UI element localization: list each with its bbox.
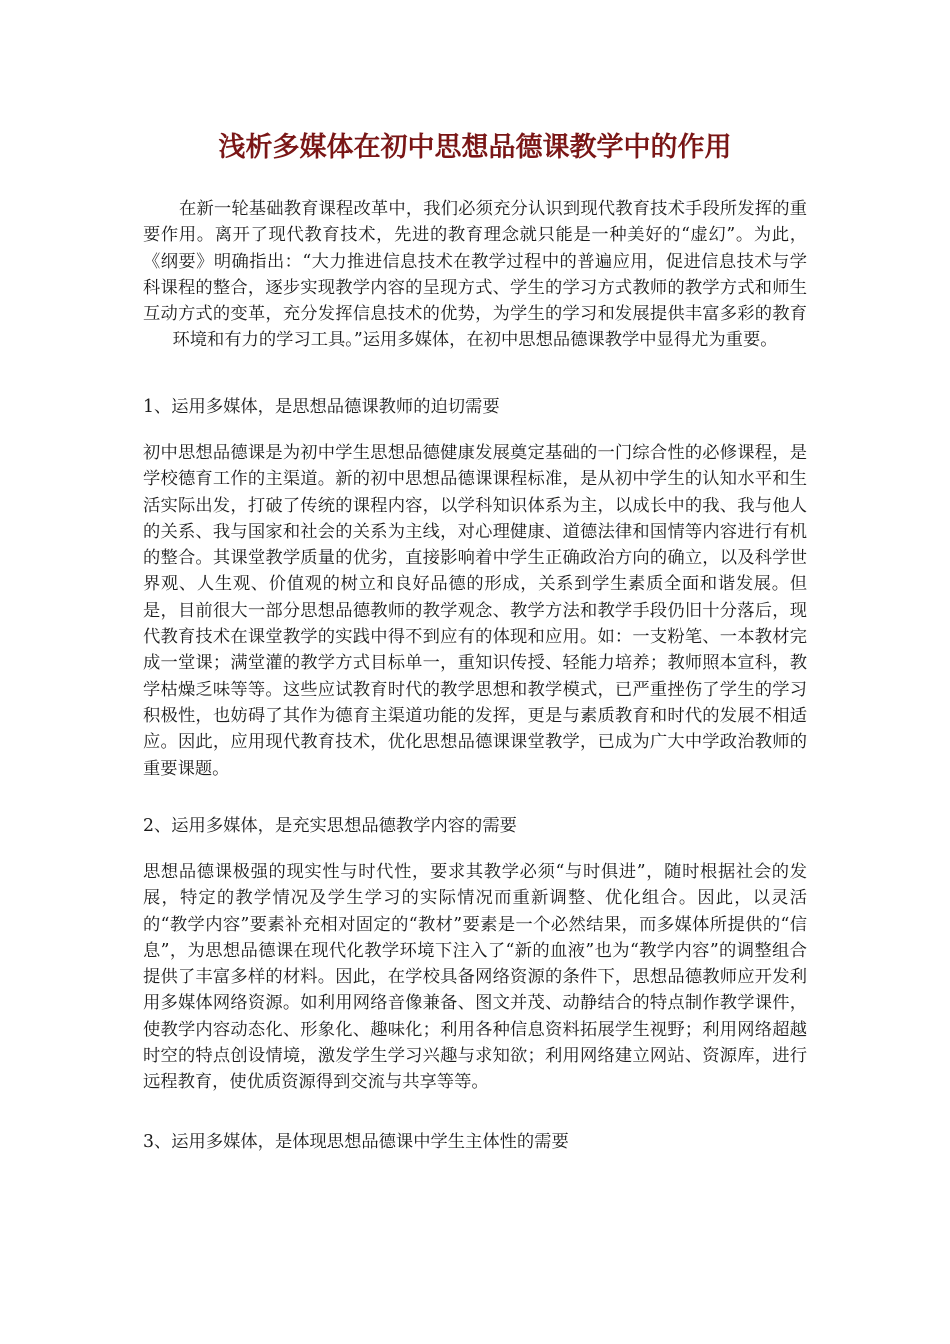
document-title: 浅析多媒体在初中思想品德课教学中的作用 <box>218 132 732 163</box>
intro-paragraph: 在新一轮基础教育课程改革中，我们必须充分认识到现代教育技术手段所发挥的重要作用。离开了现代教育技术，先进的教育理念就只能是一种美好的“虚幻”。为此，《纲要》明确指出：“大力推进信息技术在教学过程中的普遍应用，促进信息技术与学科课程的整合，逐步实现教学内容的呈现方式、学生的学习方式教师的教学方式和师生互动方式的变革，充分发挥信息技术的优势，为学生的学习和发展提供丰富多彩的教育环境和有力的学习工具。”运用多媒体，在初中思想品德课教学中显得尤为重要。 <box>143 199 807 351</box>
section-2-heading: 2、运用多媒体，是充实思想品德教学内容的需要 <box>143 816 517 836</box>
section-3-heading: 3、运用多媒体，是体现思想品德课中学生主体性的需要 <box>143 1132 569 1152</box>
section-2-paragraph: 思想品德课极强的现实性与时代性，要求其教学必须“与时俱进”，随时根据社会的发展，特定的教学情况及学生学习的实际情况而重新调整、优化组合。因此，以灵活的“教学内容”要素补充相对固定的“教材”要素是一个必然结果，而多媒体所提供的“信息”，为思想品德课在现代化教学环境下注入了“新的血液”也为“教学内容”的调整组合提供了丰富多样的材料。因此，在学校具备网络资源的条件下，思想品德教师应开发利用多媒体网络资源。如利用网络音像兼备、图文并茂、动静结合的特点制作教学课件，使教学内容动态化、形象化、趣味化；利用各种信息资料拓展学生视野；利用网络超越时空的特点创设情境，激发学生学习兴趣与求知欲；利用网络建立网站、资源库，进行远程教育，使优质资源得到交流与共享等等。 <box>143 862 807 1093</box>
section-1-paragraph: 初中思想品德课是为初中学生思想品德健康发展奠定基础的一门综合性的必修课程，是学校德育工作的主渠道。新的初中思想品德课课程标准，是从初中学生的认知水平和生活实际出发，打破了传统的课程内容，以学科知识体系为主，以成长中的我、我与他人的关系、我与国家和社会的关系为主线，对心理健康、道德法律和国情等内容进行有机的整合。其课堂教学质量的优劣，直接影响着中学生正确政治方向的确立，以及科学世界观、人生观、价值观的树立和良好品德的形成，关系到学生素质全面和谐发展。但是，目前很大一部分思想品德教师的教学观念、教学方法和教学手段仍旧十分落后，现代教育技术在课堂教学的实践中得不到应有的体现和应用。如：一支粉笔、一本教材完成一堂课；满堂灌的教学方式目标单一，重知识传授、轻能力培养；教师照本宣科，教学枯燥乏味等等。这些应试教育时代的教学思想和教学模式，已严重挫伤了学生的学习积极性，也妨碍了其作为德育主渠道功能的发挥，更是与素质教育和时代的发展不相适应。因此，应用现代教育技术，优化思想品德课课堂教学，已成为广大中学政治教师的重要课题。 <box>143 443 807 779</box>
section-1-heading: 1、运用多媒体，是思想品德课教师的迫切需要 <box>143 397 500 417</box>
